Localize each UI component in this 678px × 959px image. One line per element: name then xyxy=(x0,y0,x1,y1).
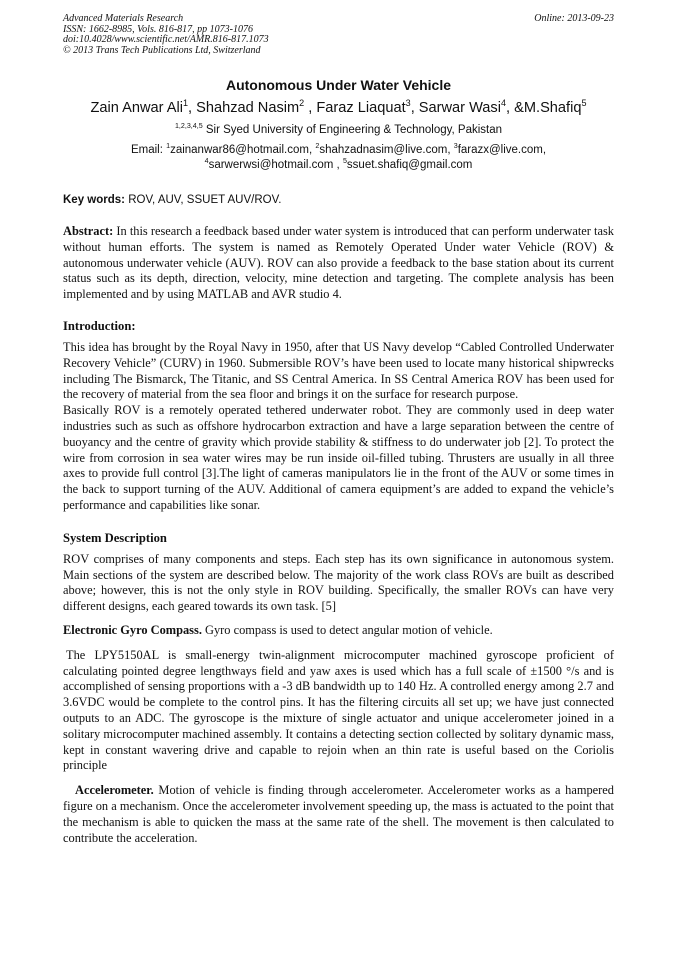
issn-line: ISSN: 1662-8985, Vols. 816-817, pp 1073-1076 xyxy=(63,23,253,35)
gyro-compass-label: Electronic Gyro Compass. xyxy=(63,622,202,637)
email-sup: 3 xyxy=(453,142,458,151)
author-sep: , xyxy=(188,100,197,116)
author-name: Shahzad Nasim xyxy=(196,100,300,116)
email-address: zainanwar86@hotmail.com, xyxy=(170,144,316,156)
email-list xyxy=(63,143,614,173)
introduction-paragraph-2: Basically ROV is a remotely operated tethered underwater robot. They are commonly used in deep water industries such as such as offshore hydrocarbon extraction and have a large separation between the centre of buoyancy and the centre of gravity which provide stability & stiffness to do underwater job [2]. To protect the wire from corrosion in sea water wires may be run inside oil-filled tubing. Thrusters are usually in all three axes to provide full control [3].The light of cameras manipulators lie in the front of the AUV or some times in the back to support turning of the AUV. Additional of camera equipment’s are added to expand the vehicle’s performance and capabilities like sonar. xyxy=(63,403,614,512)
email-sup: 4 xyxy=(204,157,209,166)
author-sup: 5 xyxy=(581,98,587,109)
author-name: Sarwar Wasi xyxy=(418,100,501,116)
author-name: &M.Shafiq xyxy=(514,100,582,116)
author-sup: 3 xyxy=(405,98,411,109)
gyroscope-paragraph: The LPY5150AL is small-energy twin-alignment microcomputer machined gyroscope proficient of calculating pointed degree lengthways field and yaw axes is used which has a full scale of ±1500 °/s and is accomplished of sensing proportions with a -3 dB bandwidth up to 140 Hz. A controlled energy among 2.7 and 3.6VDC would be complete to the control pins. It has the filtering circuits all set up; we have just connected outputs to an ADC. The gyroscope is the mixture of single actuator and unique accelerometer joined in a solitary microcomputer machined assembly. It contains a detecting section collected by solitary dynamic mass, kept in constant wavering drive and capable to rejoin when an thin rate is useful based on the Coriolis principle xyxy=(63,647,614,773)
gyro-compass-paragraph xyxy=(63,623,614,639)
email-sup: 5 xyxy=(342,157,347,166)
author-sep: , xyxy=(506,100,515,116)
copyright-line: © 2013 Trans Tech Publications Ltd, Switzerland xyxy=(63,44,261,56)
accelerometer-paragraph xyxy=(63,783,614,846)
email-address: ssuet.shafiq@gmail.com xyxy=(346,159,473,171)
abstract-label: Abstract: xyxy=(63,224,114,238)
paper-page xyxy=(63,14,614,846)
affiliation-sup: 1,2,3,4,5 xyxy=(174,122,203,131)
email-address: farazx@live.com, xyxy=(457,144,547,156)
abstract-paragraph xyxy=(63,224,614,303)
keywords-label: Key words: xyxy=(63,194,125,206)
introduction-heading: Introduction: xyxy=(63,318,136,333)
online-date: Online: 2013-09-23 xyxy=(534,13,614,24)
doi-line: doi:10.4028/www.scientific.net/AMR.816-817.1073 xyxy=(63,34,269,45)
accelerometer-label: Accelerometer. xyxy=(75,783,154,798)
email-label: Email: xyxy=(130,144,167,156)
author-sup: 1 xyxy=(182,98,189,109)
email-sup: 1 xyxy=(166,142,171,151)
abstract-text: In this research a feedback based under water system is introduced that can perform underwater task without human efforts. The system is named as Remotely Operated Under water Vehicle (ROV) & autonomous underwater vehicle (AUV). ROV can also provide a feedback to the base station about its current status such as its depth, direction, velocity, mine detection and targeting. The complete analysis has been implemented and by using MATLAB and AVR studio 4. xyxy=(63,224,614,302)
system-description-heading: System Description xyxy=(63,530,167,545)
email-address: shahzadnasim@live.com, xyxy=(319,144,454,156)
journal-header xyxy=(63,14,614,56)
author-sep: , xyxy=(410,100,419,116)
author-list xyxy=(63,98,614,118)
introduction-paragraph-1: This idea has brought by the Royal Navy in 1950, after that US Navy develop “Cabled Controlled Underwater Recovery Vehicle” (CURV) in 1960. Submersible ROV’s have been used to locate many historical shipwrecks including The Bismarck, The Titanic, and SS Central America. In SS Central America ROV has been used for the recovery of material from the sea floor and brings it on the surface for research purpose. xyxy=(63,339,614,402)
gyro-compass-text: Gyro compass is used to detect angular motion of vehicle. xyxy=(201,622,493,637)
keywords-text: ROV, AUV, SSUET AUV/ROV. xyxy=(125,194,282,206)
author-sep: , xyxy=(304,100,317,116)
accelerometer-text: Motion of vehicle is finding through accelerometer. Accelerometer works as a hampered figure on a mechanism. Once the accelerometer involvement speeding up, the mass is actuated to the point that the mechanism is able to quicken the mass at the same rate of the shell. The movement is then calculated to contribute the acceleration. xyxy=(63,783,614,845)
affiliation xyxy=(63,123,614,138)
keywords xyxy=(63,193,614,208)
system-paragraph-1: ROV comprises of many components and steps. Each step has its own significance in autonomous system. Main sections of the system are described below. The majority of the work class ROVs are built as described above; however, this is not the only style in ROV building. Specifically, the smaller ROVs can have very different designs, each geared towards its own task. [5] xyxy=(63,551,614,614)
author-sup: 4 xyxy=(500,98,507,109)
affiliation-text: Sir Syed University of Engineering & Technology, Pakistan xyxy=(202,124,503,136)
email-sup: 2 xyxy=(315,142,320,151)
author-name: Faraz Liaquat xyxy=(316,100,406,116)
paper-title: Autonomous Under Water Vehicle xyxy=(225,77,452,93)
author-name: Zain Anwar Ali xyxy=(90,100,183,116)
journal-name: Advanced Materials Research xyxy=(63,13,184,24)
author-sup: 2 xyxy=(299,98,305,109)
header-row xyxy=(63,14,614,25)
email-address: sarwerwsi@hotmail.com , xyxy=(208,159,343,171)
